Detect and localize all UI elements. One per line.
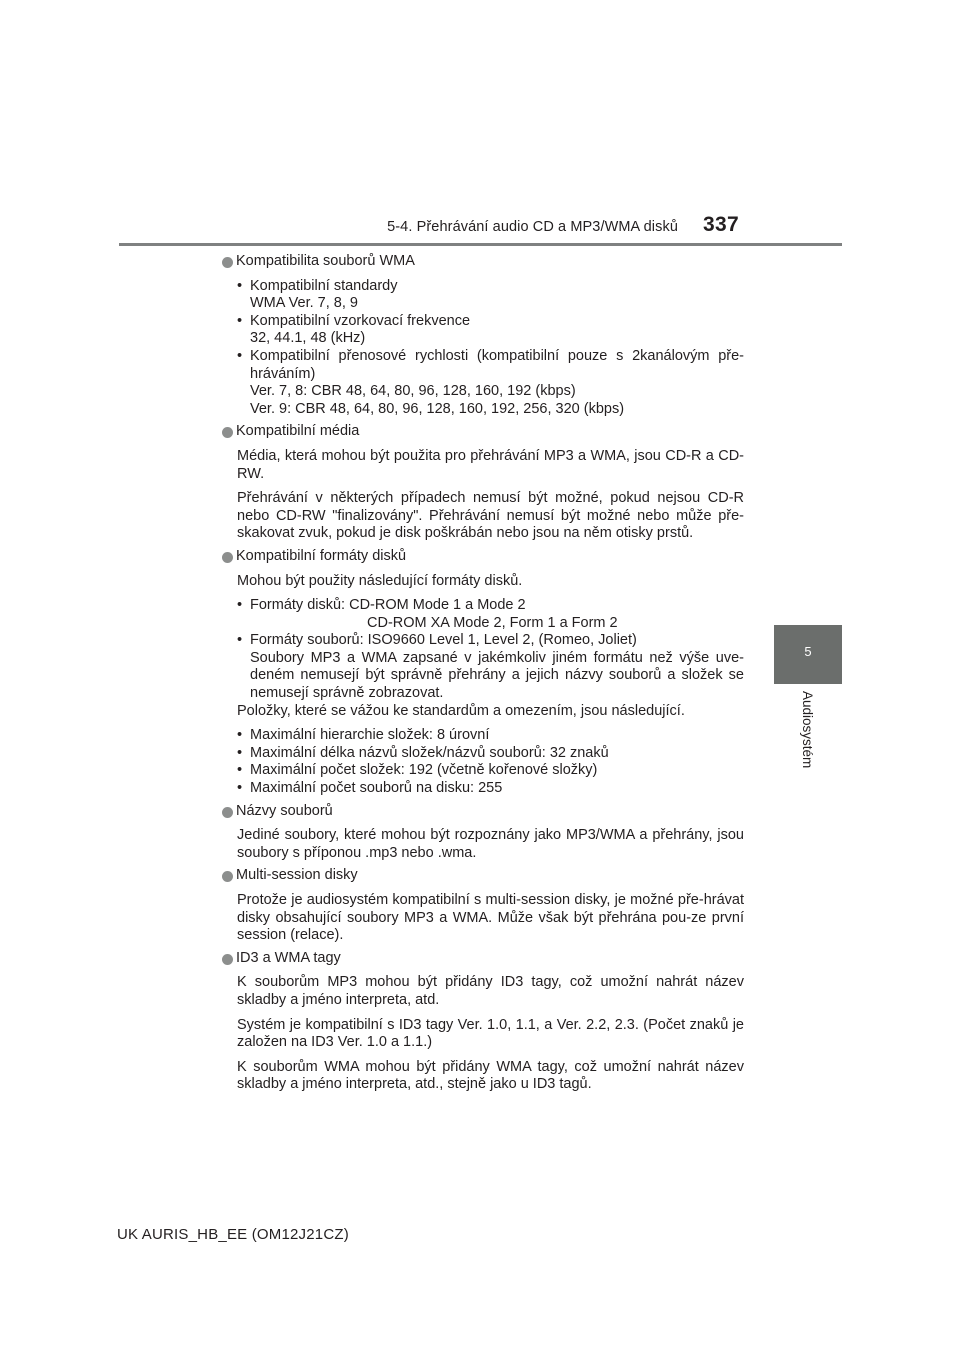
paragraph: K souborům MP3 mohou být přidány ID3 tagy, což umožní nahrát název skladby a jméno interpreta, atd. — [237, 974, 744, 1008]
list-item-line: Maximální počet souborů na disku: 255 — [250, 780, 503, 797]
paragraph: Systém je kompatibilní s ID3 tagy Ver. 1.0, 1.1, a Ver. 2.2, 2.3. (Počet znaků je založen na ID3 Ver. 1.0 a 1.1.) — [237, 1016, 744, 1051]
list-item — [237, 278, 744, 313]
list-item — [237, 727, 744, 745]
section-heading-text: Multi-session disky — [236, 867, 358, 884]
section-heading-text: Kompatibilní formáty disků — [236, 547, 407, 564]
bullet-list — [237, 597, 744, 703]
paragraph: K souborům WMA mohou být přidány WMA tagy, což umožní nahrát název skladby a jméno interpreta, atd., stejně jako u ID3 tagů. — [237, 1058, 744, 1093]
section-body — [222, 892, 744, 945]
bullet-dot-icon: • — [237, 312, 243, 329]
section — [222, 803, 744, 863]
bullet-dot-icon: • — [237, 277, 243, 294]
circle-bullet-icon — [222, 871, 233, 882]
section — [222, 950, 744, 1094]
list-item-line: Formáty disků: CD-ROM Mode 1 a Mode 2 — [250, 597, 526, 614]
section-heading — [222, 548, 744, 566]
bullet-dot-icon: • — [237, 347, 243, 364]
section-heading — [222, 950, 744, 968]
section — [222, 253, 744, 418]
paragraph: Mohou být použity následující formáty disků. — [237, 572, 523, 589]
circle-bullet-icon — [222, 954, 233, 965]
list-item-line: Ver. 7, 8: CBR 48, 64, 80, 96, 128, 160, 192 (kbps) — [250, 383, 576, 400]
list-item-line: WMA Ver. 7, 8, 9 — [250, 295, 358, 312]
list-item-line: Maximální počet složek: 192 (včetně kořenové složky) — [250, 762, 598, 779]
list-item-line: Kompatibilní přenosové rychlosti (kompatibilní pouze s 2kanálovým pře-hráváním) — [250, 347, 744, 382]
bullet-dot-icon: • — [237, 780, 243, 797]
section-body — [222, 278, 744, 419]
bullet-dot-icon: • — [237, 727, 243, 744]
section-body — [222, 827, 744, 862]
list-item-line: 32, 44.1, 48 (kHz) — [250, 330, 366, 347]
list-item — [237, 348, 744, 418]
list-item-line: Maximální hierarchie složek: 8 úrovní — [250, 727, 490, 744]
circle-bullet-icon — [222, 552, 233, 563]
section-heading-text: Kompatibilita souborů WMA — [236, 253, 415, 269]
circle-bullet-icon — [222, 807, 233, 818]
paragraph: Přehrávání v některých případech nemusí být možné, pokud nejsou CD-R nebo CD-RW "finalizovány". Přehrávání nemusí být možné nebo může pře-skakovat zvuk, pokud je disk poškrábán nebo jsou na něm otisky prstů. — [237, 490, 744, 542]
page-number: 337 — [703, 213, 739, 236]
list-item-line: Maximální délka názvů složek/názvů souborů: 32 znaků — [250, 744, 609, 761]
list-item-continuation: CD-ROM XA Mode 2, Form 1 a Form 2 — [367, 614, 618, 631]
circle-bullet-icon — [222, 427, 233, 438]
section — [222, 423, 744, 543]
paragraph: Média, která mohou být použita pro přehrávání MP3 a WMA, jsou CD-R a CD-RW. — [237, 447, 744, 482]
paragraph: Položky, které se vážou ke standardům a omezením, jsou následující. — [237, 702, 685, 719]
main-content — [222, 253, 744, 1094]
section-heading-text: ID3 a WMA tagy — [236, 949, 341, 966]
section-body — [222, 573, 744, 798]
section-body — [222, 974, 744, 1094]
section-heading — [222, 867, 744, 885]
bullet-dot-icon: • — [237, 762, 243, 779]
list-item-line: Soubory MP3 a WMA zapsané v jakémkoliv jiném formátu než výše uve-deném nemusejí být správně přehrány a jejich názvy souborů a složek se nemusejí správně zobrazovat. — [250, 649, 744, 702]
bullet-list — [237, 278, 744, 419]
list-item — [237, 780, 744, 798]
chapter-number: 5 — [804, 644, 812, 659]
list-item — [237, 745, 744, 763]
section — [222, 867, 744, 944]
circle-bullet-icon — [222, 257, 233, 268]
header-section-title: 5-4. Přehrávání audio CD a MP3/WMA disků — [387, 219, 678, 235]
list-item-line: Kompatibilní standardy — [250, 277, 398, 294]
list-item — [237, 597, 744, 632]
paragraph: Protože je audiosystém kompatibilní s multi-session disky, je možné pře-hrávat disky obsahující soubory MP3 a WMA. Může však být přehrána pou-ze první session (relace). — [237, 892, 744, 944]
list-item-line: Formáty souborů: ISO9660 Level 1, Level 2, (Romeo, Joliet) — [250, 632, 637, 649]
list-item — [237, 632, 744, 702]
bullet-dot-icon: • — [237, 597, 243, 614]
section-heading-text: Kompatibilní média — [236, 423, 360, 440]
list-item — [237, 762, 744, 780]
section-body — [222, 448, 744, 543]
bullet-dot-icon: • — [237, 744, 243, 761]
list-item-line: Ver. 9: CBR 48, 64, 80, 96, 128, 160, 192, 256, 320 (kbps) — [250, 400, 625, 417]
section-heading — [222, 803, 744, 821]
chapter-label: Audiosystém — [800, 691, 815, 769]
bullet-list — [237, 727, 744, 797]
footer-model-code: UK AURIS_HB_EE (OM12J21CZ) — [117, 1226, 349, 1243]
chapter-tab — [774, 625, 842, 684]
section — [222, 548, 744, 798]
list-item — [237, 313, 744, 348]
header-divider — [119, 243, 842, 246]
list-item-line: Kompatibilní vzorkovací frekvence — [250, 312, 471, 329]
paragraph: Jediné soubory, které mohou být rozpoznány jako MP3/WMA a přehrány, jsou soubory s příponou .mp3 nebo .wma. — [237, 827, 744, 861]
bullet-dot-icon: • — [237, 632, 243, 649]
section-heading — [222, 423, 744, 441]
section-heading — [222, 253, 744, 271]
section-heading-text: Názvy souborů — [236, 802, 333, 819]
